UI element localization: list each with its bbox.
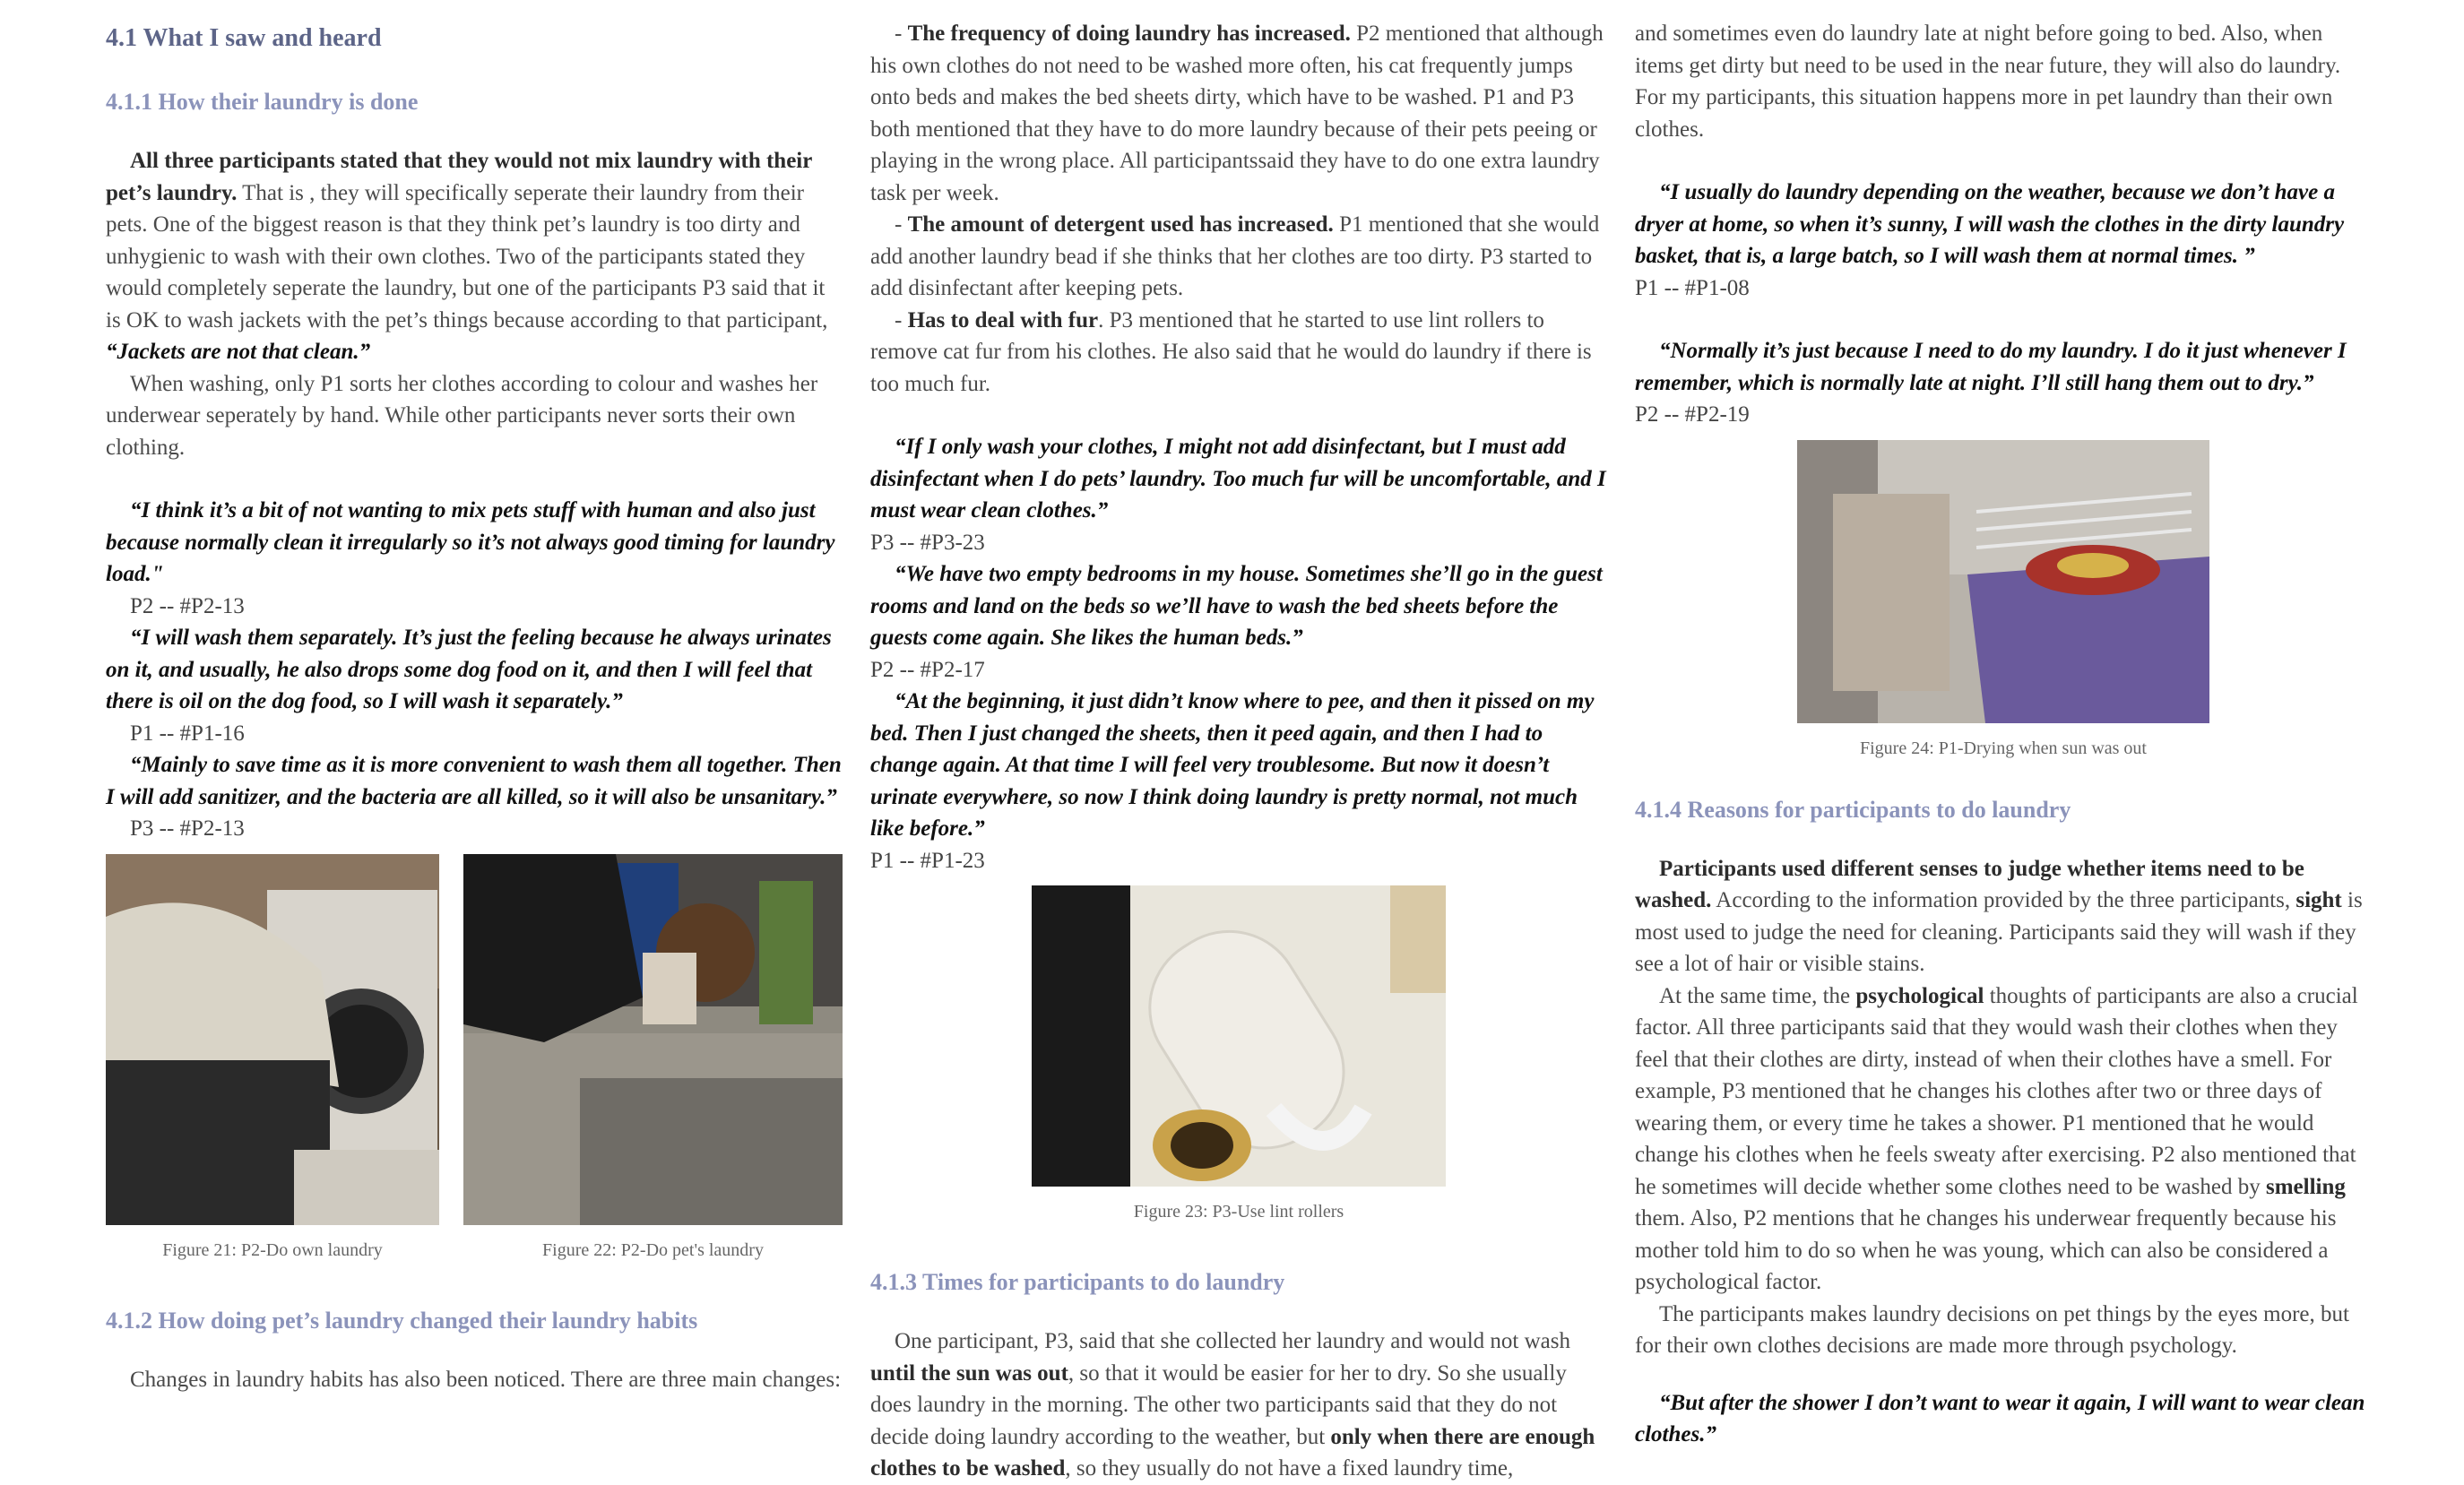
quote-p2-19: “Normally it’s just because I need to do my laundry. I do it just whenever I remember, which is normally late at night. I’ll still hang them out to dry.”: [1635, 339, 2347, 395]
citation-p3-23: P3 -- #P3-23: [870, 530, 985, 555]
subsection-heading-4-1-2: 4.1.2 How doing pet’s laundry changed their laundry habits: [106, 1307, 698, 1334]
quote-p3-13: “Mainly to save time as it is more convenient to wash them all together. Then I will add sanitizer, and the bacteria are all killed, so it will also be unsanitary.”: [106, 753, 842, 809]
figure-23-caption: Figure 23: P3-Use lint rollers: [1133, 1202, 1344, 1222]
list-item-frequency: - The frequency of doing laundry has increased. P2 mentioned that although his own clothes do not need to be washed more often, his cat frequently jumps onto beds and makes the bed sheets dirty, which have to be washed. P1 and P3 both mentioned that they have to do more laundry because of their pets peeing or playing in the wrong place. All participantssaid they have to do one extra laundry task per week.: [870, 22, 1604, 205]
photo-lint-roller: [1032, 885, 1446, 1187]
figure-23: [870, 885, 1607, 1224]
citation-p1-08: P1 -- #P1-08: [1635, 275, 1750, 300]
paragraph-sorting: When washing, only P1 sorts her clothes according to colour and washes her underwear seperately by hand. While other participants never sorts their own clothing.: [106, 371, 818, 460]
subsection-heading-4-1-4: 4.1.4 Reasons for participants to do laundry: [1635, 796, 2071, 823]
quote-p3-23: “If I only wash your clothes, I might not add disinfectant, but I must add disinfectant when I do pets’ laundry. Too much fur will be uncomfortable, and I must wear clean clothes.”: [870, 435, 1606, 522]
figure-24: [1635, 440, 2372, 761]
section-heading-4-1: 4.1 What I saw and heard: [106, 24, 382, 52]
figure-21: [106, 854, 439, 1263]
photo-own-laundry: [106, 854, 439, 1225]
quote-p2-17: “We have two empty bedrooms in my house. Sometimes she’ll go in the guest rooms and land on the beds so we’ll have to wash the bed sheets before the guests come again. She likes the human beds.”: [870, 562, 1603, 650]
subsection-heading-4-1-1: 4.1.1 How their laundry is done: [106, 89, 419, 115]
quote-shower: “But after the shower I don’t want to wear it again, I will want to wear clean clothes.”: [1635, 1390, 2365, 1446]
paragraph-changes-intro: Changes in laundry habits has also been noticed. There are three main changes:: [130, 1367, 842, 1392]
citation-p2-19: P2 -- #P2-19: [1635, 402, 1750, 427]
paragraph-laundry-times: One participant, P3, said that she collected her laundry and would not wash until the sun was out, so that it would be easier for her to dry. So she usually does laundry in the morning. The other two participants said that they do not decide doing laundry according to the weather, but only when there are enough clothes to be washed, so they usually do not have a fixed laundry time,: [870, 1329, 1595, 1481]
subsection-heading-4-1-3: 4.1.3 Times for participants to do laundry: [870, 1269, 1285, 1295]
figure-22: [463, 854, 843, 1263]
citation-p1-23: P1 -- #P1-23: [870, 848, 985, 873]
quote-p1-16: “I will wash them separately. It’s just the feeling because he always urinates on it, and usually, he also drops some dog food on it, and then I will feel that there is oil on the dog food, so I will wash it separately.”: [106, 626, 832, 713]
figure-24-caption: Figure 24: P1-Drying when sun was out: [1860, 738, 2147, 758]
citation-p1-16: P1 -- #P1-16: [130, 721, 245, 746]
column-1: [106, 18, 843, 1395]
citation-p2-13: P2 -- #P2-13: [130, 593, 245, 618]
list-item-fur: - Has to deal with fur. P3 mentioned that he started to use lint rollers to remove cat fur from his clothes. He also said that he would do laundry if there is too much fur.: [870, 307, 1592, 396]
column-3: [1635, 18, 2372, 1451]
figure-21-caption: Figure 21: P2-Do own laundry: [162, 1239, 383, 1260]
photo-drying-rack: [1797, 440, 2209, 723]
citation-p2-17: P2 -- #P2-17: [870, 657, 985, 682]
figure-22-caption: Figure 22: P2-Do pet's laundry: [542, 1239, 764, 1260]
citation-p3-13: P3 -- #P2-13: [130, 816, 245, 841]
paragraph-decisions: The participants makes laundry decisions on pet things by the eyes more, but for their own clothes decisions are made more through psychology.: [1635, 1301, 2349, 1358]
column-2: [870, 18, 1607, 1485]
quote-p1-08: “I usually do laundry depending on the weather, because we don’t have a dryer at home, so when it’s sunny, I will wash the clothes in the dirty laundry basket, that is, a large batch, so I will wash them at normal times. ”: [1635, 180, 2345, 268]
photo-pet-laundry: [463, 854, 843, 1225]
list-item-detergent: - The amount of detergent used has increased. P1 mentioned that she would add another laundry bead if she thinks that her clothes are too dirty. P3 started to add disinfectant after keeping pets.: [870, 212, 1600, 300]
paragraph-psychological: At the same time, the psychological thoughts of participants are also a crucial factor. All three participants said that they would wash their clothes when they feel that their clothes are dirty, instead of when their clothes have a smell. For example, P3 mentioned that he changes his clothes after two or three days of wearing them, or every time he takes a shower. P1 mentioned that he would change his clothes when he feels sweaty after exercising. P2 also mentioned that he sometimes will decide whether some clothes need to be washed by smelling them. Also, P2 mentions that he changes his underwear frequently because his mother told him to do so when he was young, which can also be considered a psychological factor.: [1635, 983, 2358, 1294]
paragraph-late-night: and sometimes even do laundry late at night before going to bed. Also, when items get dirty but need to be used in the near future, they will also do laundry. For my participants, this situation happens more in pet laundry than their own clothes.: [1635, 22, 2341, 142]
quote-p1-23: “At the beginning, it just didn’t know where to pee, and then it pissed on my bed. Then I just changed the sheets, then it peed again, and then I had to change again. At that time I will feel very troublesome. But now it doesn’t urinate everywhere, so now I think doing laundry is pretty normal, not much like before.”: [870, 689, 1595, 841]
paragraph-senses: Participants used different senses to judge whether items need to be washed. According to the information provided by the three participants, sight is most used to judge the need for cleaning. Participants said they will wash if they see a lot of hair or visible stains.: [1635, 856, 2363, 976]
paragraph-not-mix-laundry: All three participants stated that they would not mix laundry with their pet’s laundry. That is , they will specifically seperate their laundry from their pets. One of the biggest reason is that they think pet’s laundry is too dirty and unhygienic to wash with their own clothes. Two of the participants stated they would completely seperate the laundry, but one of the participants P3 said that it is OK to wash jackets with the pet’s things because according to that participant, “Jackets are not that clean.”: [106, 149, 828, 364]
quote-p2-13: “I think it’s a bit of not wanting to mix pets stuff with human and also just because normally clean it irregularly so it’s not always good timing for laundry load.": [106, 498, 835, 586]
